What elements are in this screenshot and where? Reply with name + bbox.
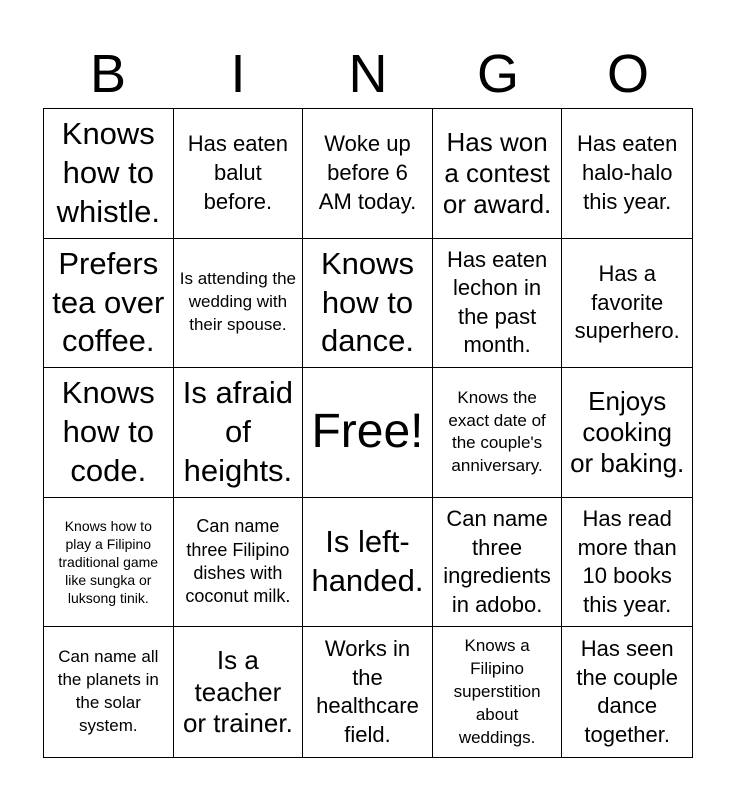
cell-text: Knows a Filipino superstition about weddings. bbox=[453, 635, 541, 747]
bingo-cell[interactable] bbox=[174, 627, 304, 757]
bingo-cell[interactable] bbox=[174, 368, 304, 498]
bingo-cell[interactable] bbox=[44, 368, 174, 498]
bingo-cell[interactable] bbox=[44, 498, 174, 628]
header-letter-b: B bbox=[89, 44, 127, 104]
bingo-cell[interactable] bbox=[44, 627, 174, 757]
cell-text: Has seen the couple dance together. bbox=[576, 636, 678, 747]
cell-text: Is left-handed. bbox=[311, 524, 424, 599]
cell-text: Has read more than 10 books this year. bbox=[577, 505, 677, 617]
cell-text: Works in the healthcare field. bbox=[316, 636, 419, 747]
bingo-board bbox=[43, 108, 693, 758]
bingo-cell[interactable] bbox=[303, 239, 433, 369]
header-letter-n: N bbox=[348, 44, 388, 104]
cell-text: Knows how to dance. bbox=[320, 245, 415, 359]
bingo-cell[interactable] bbox=[562, 109, 692, 239]
bingo-cell[interactable] bbox=[174, 239, 304, 369]
cell-text: Has eaten halo-halo this year. bbox=[577, 131, 678, 214]
cell-text: Woke up before 6 AM today. bbox=[318, 131, 417, 214]
bingo-header bbox=[43, 40, 693, 108]
bingo-cell[interactable] bbox=[174, 109, 304, 239]
header-letter-o: O bbox=[606, 44, 649, 104]
bingo-cell[interactable] bbox=[174, 498, 304, 628]
cell-text: Knows the exact date of the couple's anniversary. bbox=[448, 387, 546, 476]
bingo-cell[interactable] bbox=[562, 239, 692, 369]
cell-text: Has eaten balut before. bbox=[187, 131, 289, 214]
bingo-cell[interactable] bbox=[44, 109, 174, 239]
header-letter-i: I bbox=[230, 44, 246, 104]
free-space-text: Free! bbox=[311, 405, 424, 459]
cell-text: Enjoys cooking or baking. bbox=[570, 385, 685, 479]
cell-text: Knows how to play a Filipino traditional game like sungka or luksong tinik. bbox=[58, 517, 159, 607]
bingo-cell[interactable] bbox=[433, 368, 563, 498]
bingo-cell[interactable] bbox=[44, 239, 174, 369]
cell-text: Has won a contest or award. bbox=[442, 126, 552, 219]
cell-text: Can name three ingredients in adobo. bbox=[443, 505, 551, 617]
bingo-cell[interactable] bbox=[562, 498, 692, 628]
cell-text: Is afraid of heights. bbox=[182, 375, 294, 488]
bingo-cell[interactable] bbox=[433, 627, 563, 757]
cell-text: Is attending the wedding with their spouse. bbox=[179, 269, 297, 335]
bingo-cell[interactable] bbox=[303, 498, 433, 628]
cell-text: Can name all the planets in the solar system. bbox=[57, 647, 159, 736]
bingo-cell[interactable] bbox=[433, 239, 563, 369]
bingo-cell[interactable] bbox=[303, 627, 433, 757]
bingo-cell[interactable] bbox=[562, 368, 692, 498]
cell-text: Knows how to whistle. bbox=[56, 116, 160, 229]
bingo-cell[interactable] bbox=[433, 109, 563, 239]
bingo-cell[interactable] bbox=[433, 498, 563, 628]
bingo-cell[interactable] bbox=[562, 627, 692, 757]
header-letter-g: G bbox=[476, 44, 519, 104]
cell-text: Prefers tea over coffee. bbox=[52, 245, 165, 359]
free-space-cell[interactable] bbox=[303, 368, 433, 498]
cell-text: Can name three Filipino dishes with coconut milk. bbox=[185, 516, 291, 607]
cell-text: Has a favorite superhero. bbox=[574, 261, 680, 344]
cell-text: Knows how to code. bbox=[61, 375, 155, 488]
cell-text: Has eaten lechon in the past month. bbox=[446, 246, 548, 358]
bingo-cell[interactable] bbox=[303, 109, 433, 239]
cell-text: Is a teacher or trainer. bbox=[182, 645, 293, 738]
